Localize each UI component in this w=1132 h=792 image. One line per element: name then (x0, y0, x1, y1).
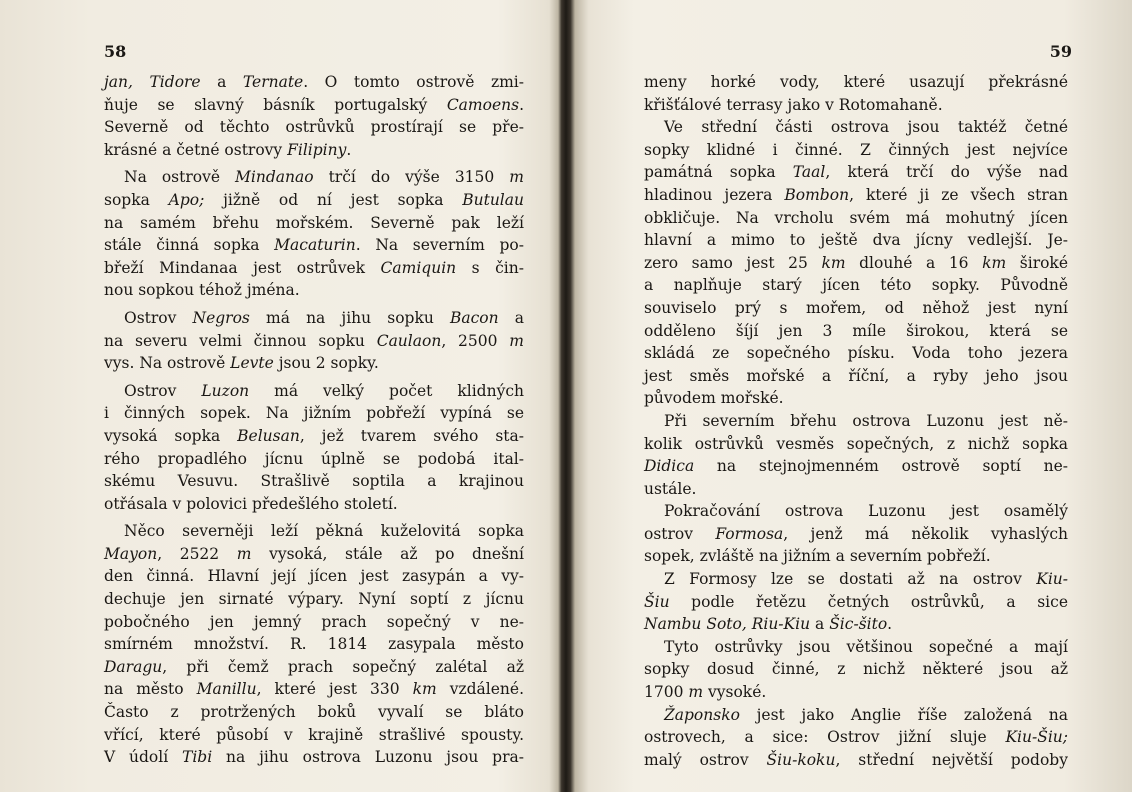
text-line: Šiu podle řetězu četných ostrůvků, a sice (644, 592, 1068, 611)
text-line: dechuje jen sirnaté výpary. Nyní soptí z jícnu (104, 590, 524, 609)
text-line: na město Manillu, které jest 330 km vzdálené. (104, 680, 524, 699)
text-line: Na ostrově Mindanao trčí do výše 3150 m (124, 168, 524, 187)
text-line: kolik ostrůvků vesměs sopečných, z nichž sopka (644, 434, 1068, 453)
text-line: Ve střední části ostrova jsou taktéž četné (664, 118, 1068, 137)
text-line: sopka Apo; jižně od ní jest sopka Butulau (104, 190, 524, 209)
text-line: sopky dosud činné, z nichž některé jsou až (644, 660, 1068, 679)
text-line: malý ostrov Šiu-koku, střední největší podoby (644, 750, 1068, 769)
text-line: V údolí Tibi na jihu ostrova Luzonu jsou pra- (104, 748, 524, 767)
text-line: ostrov Formosa, jenž má několik vyhaslých (644, 524, 1068, 543)
text-line: otřásala v polovici předešlého století. (104, 494, 398, 513)
text-line: Tyto ostrůvky jsou většinou sopečné a mají (664, 637, 1068, 656)
text-line: den činná. Hlavní její jícen jest zasypán a vy- (104, 567, 524, 586)
text-line: Ostrov Luzon má velký počet klidných (124, 381, 524, 400)
text-line: památná sopka Taal, která trčí do výše nad (644, 163, 1068, 182)
text-line: nou sopkou téhož jména. (104, 281, 300, 300)
text-line: krásné a četné ostrovy Filipiny. (104, 140, 352, 159)
text-line: rého propadlého jícnu úplně se podobá ital- (104, 449, 524, 468)
text-line: ňuje se slavný básník portugalský Camoens. (104, 95, 524, 114)
text-line: Pokračování ostrova Luzonu jest osamělý (664, 502, 1068, 521)
page-text (104, 71, 524, 769)
text-line: souviselo prý s mořem, od něhož jest nyní (644, 298, 1068, 317)
text-line: Z Formosy lze se dostati až na ostrov Kiu- (664, 570, 1068, 589)
text-line: vysoká sopka Belusan, jež tvarem svého sta- (104, 426, 524, 445)
text-line: jan, Tidore a Ternate. O tomto ostrově zmi- (104, 73, 524, 91)
text-line: Mayon, 2522 m vysoká, stále až po dnešní (104, 544, 524, 563)
text-line: břeží Mindanaa jest ostrůvek Camiquin s čin- (104, 258, 524, 277)
text-line: Něco severněji leží pěkná kuželovitá sopka (124, 522, 524, 541)
text-line: i činných sopek. Na jižním pobřeží vypíná se (104, 404, 524, 423)
text-line: původem mořské. (644, 389, 784, 408)
text-line: Ostrov Negros má na jihu sopku Bacon a (124, 308, 524, 327)
page-number: 59 (1049, 42, 1072, 61)
text-line: Severně od těchto ostrůvků prostírají se pře- (104, 118, 524, 137)
text-line: na severu velmi činnou sopku Caulaon, 2500 m (104, 331, 524, 350)
text-line: 1700 m vysoké. (644, 683, 767, 702)
text-line: skému Vesuvu. Strašlivě soptila a krajinou (104, 472, 524, 491)
text-line: Žaponsko jest jako Anglie říše založená na (664, 705, 1068, 724)
text-line: meny horké vody, které usazují překrásné (644, 73, 1068, 91)
left-page (0, 0, 560, 792)
text-line: odděleno šíjí jen 3 míle širokou, která se (644, 321, 1068, 340)
text-line: Při severním břehu ostrova Luzonu jest ně- (664, 411, 1068, 430)
text-line: sopek, zvláště na jižním a severním pobřeží. (644, 547, 991, 566)
text-line: jest směs mořské a říční, a ryby jeho jsou (644, 366, 1068, 385)
text-line: smírném množství. R. 1814 zasypala město (104, 635, 524, 654)
right-page (572, 0, 1132, 792)
text-line: sopky klidné i činné. Z činných jest nejvíce (644, 140, 1068, 159)
text-line: křišťálové terrasy jako v Rotomahaně. (644, 95, 943, 114)
text-line: Nambu Soto, Riu-Kiu a Šic-šito. (644, 615, 893, 634)
text-line: a naplňuje starý jícen této sopky. Původně (644, 276, 1068, 295)
text-line: obkličuje. Na vrcholu svém má mohutný jícen (644, 208, 1068, 227)
text-line: ustále. (644, 479, 697, 498)
text-line: ostrovech, a sice: Ostrov jižní sluje Kiu-Šiu; (644, 728, 1068, 747)
text-line: vys. Na ostrově Levte jsou 2 sopky. (104, 354, 379, 373)
text-line: hladinou jezera Bombon, které ji ze všech stran (644, 185, 1068, 204)
page-text (644, 71, 1068, 771)
text-line: pobočného jen jemný prach sopečný v ne- (104, 612, 524, 631)
text-line: hlavní a mimo to ještě dva jícny vedlejší. Je- (644, 231, 1068, 250)
page-number: 58 (104, 42, 127, 61)
text-line: stále činná sopka Macaturin. Na severním po- (104, 236, 524, 255)
text-line: Didica na stejnojmenném ostrově soptí ne- (644, 457, 1068, 476)
text-line: na samém břehu mořském. Severně pak leží (104, 213, 524, 232)
text-line: vřící, které působí v krajině strašlivé spousty. (104, 725, 524, 744)
text-line: Často z protržených boků vyvalí se bláto (104, 703, 524, 722)
text-line: skládá ze sopečného písku. Voda toho jezera (644, 344, 1068, 363)
text-line: Daragu, při čemž prach sopečný zalétal až (104, 657, 524, 676)
text-line: zero samo jest 25 km dlouhé a 16 km široké (644, 253, 1068, 272)
